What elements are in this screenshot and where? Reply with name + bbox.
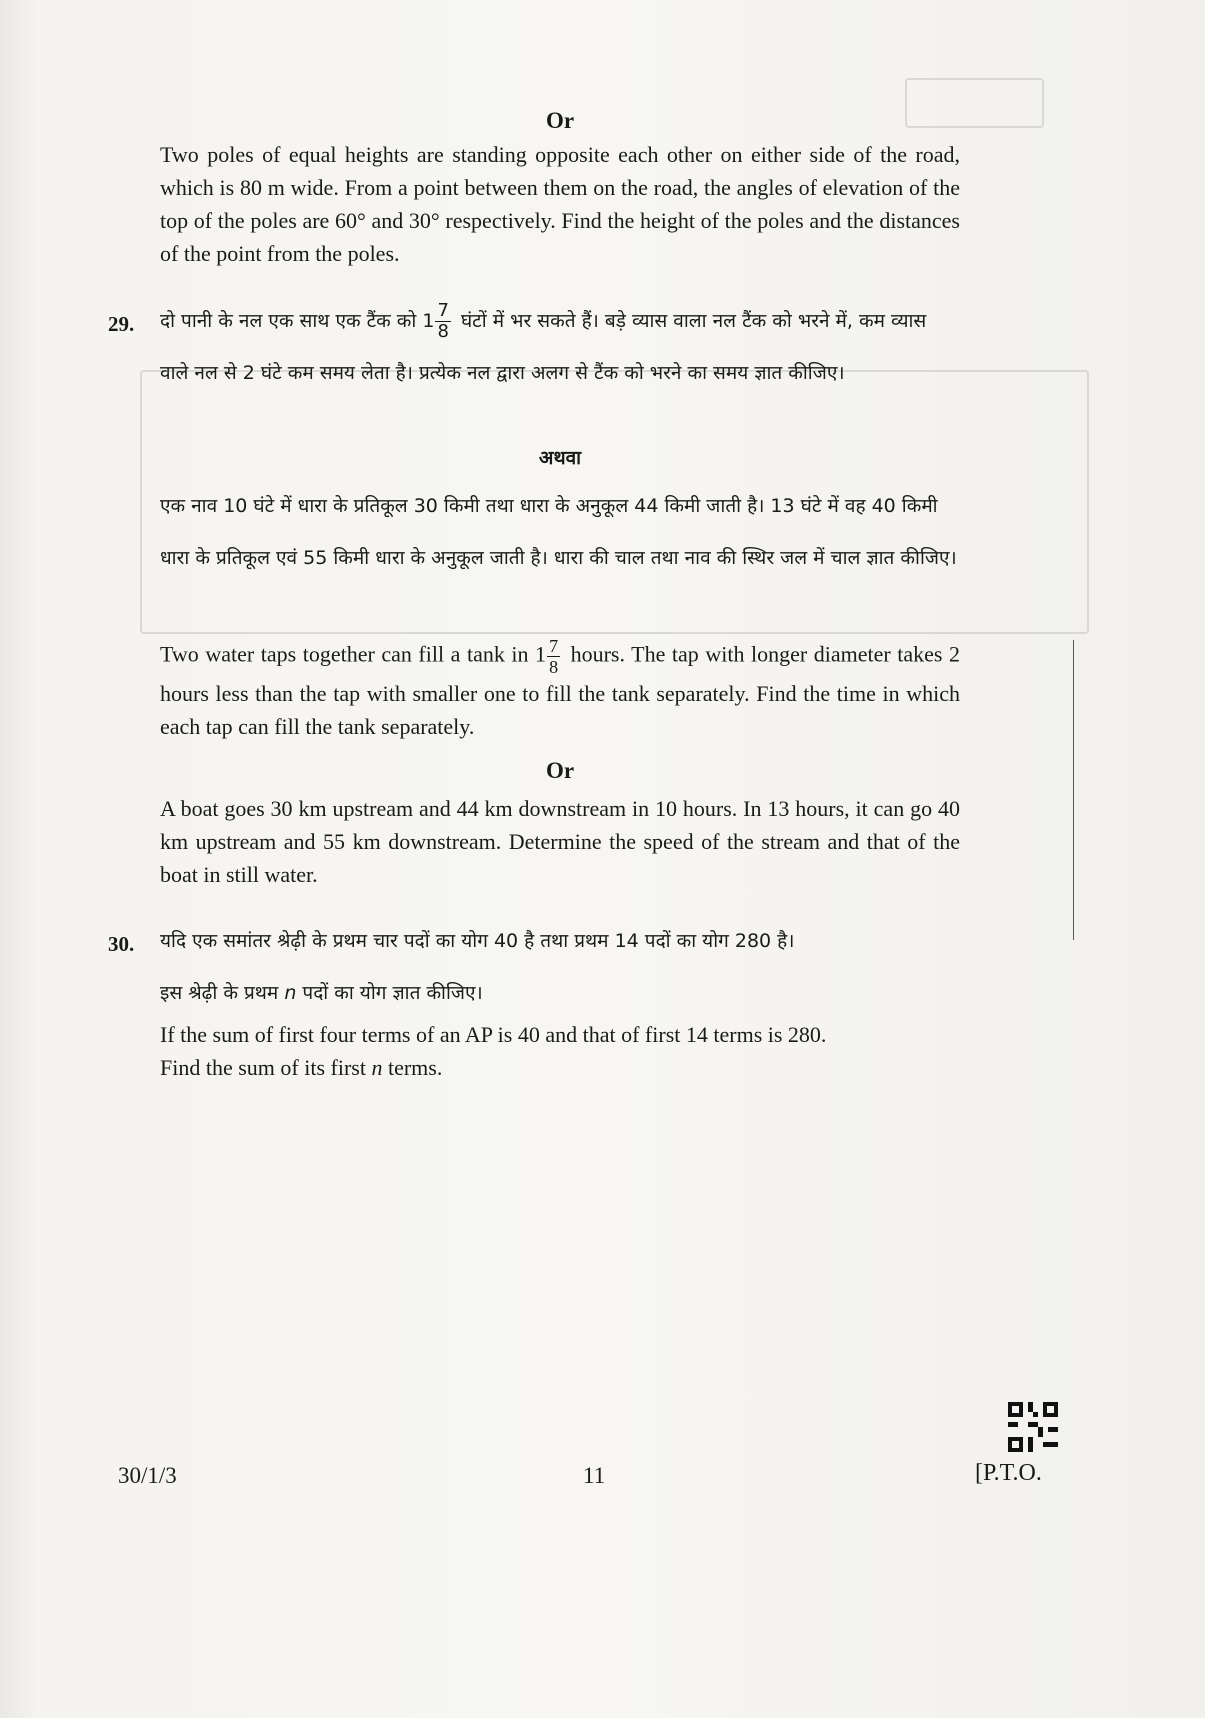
q29-english-pre: Two water taps together can fill a tank in 1 bbox=[160, 641, 547, 667]
q30-hindi-line2 bbox=[160, 967, 960, 1019]
fraction-numerator: 7 bbox=[549, 636, 559, 656]
fraction bbox=[547, 636, 560, 677]
pto-label: [P.T.O. bbox=[975, 1460, 1042, 1486]
paper-code: 30/1/3 bbox=[118, 1463, 177, 1488]
margin-line bbox=[1073, 640, 1074, 940]
q30-english bbox=[160, 1018, 960, 1084]
variable-n: n bbox=[371, 1055, 383, 1080]
q28-or-text: Two poles of equal heights are standing opposite each other on either side of the road, which is 80 m wide. From a point between them on the road, the angles of elevation of the top of the poles are 60° and 30° respectively. Find the height of the poles and the distances of the point from the poles. bbox=[160, 142, 960, 266]
fraction bbox=[435, 301, 450, 342]
q30-hindi-line2-pre: इस श्रेढ़ी के प्रथम bbox=[160, 982, 285, 1004]
q28-or-block bbox=[160, 108, 960, 270]
question-number: 30. bbox=[108, 932, 135, 956]
or-heading: Or bbox=[545, 108, 575, 133]
q29-hindi-or-text: एक नाव 10 घंटे में धारा के प्रतिकूल 30 किमी तथा धारा के अनुकूल 44 किमी जाती है। 13 घंटे में वह 40 किमी धारा के प्रतिकूल एवं 55 किमी धारा के अनुकूल जाती है। धारा की चाल तथा नाव की स्थिर जल में चाल ज्ञात कीजिए। bbox=[160, 495, 957, 569]
q30-hindi bbox=[160, 915, 960, 1019]
q30-english-line2-post: terms. bbox=[382, 1055, 443, 1080]
q30-hindi-line1: यदि एक समांतर श्रेढ़ी के प्रथम चार पदों का योग 40 है तथा प्रथम 14 पदों का योग 280 है। bbox=[160, 930, 795, 952]
q30-english-line1: If the sum of first four terms of an AP is 40 and that of first 14 terms is 280. bbox=[160, 1022, 827, 1047]
q29-or-text: A boat goes 30 km upstream and 44 km downstream in 10 hours. In 13 hours, it can go 40 km upstream and 55 km downstream. Determine the speed of the stream and that of the boat in still water. bbox=[160, 796, 960, 887]
or-heading: Or bbox=[545, 758, 575, 783]
q29-hindi-pre: दो पानी के नल एक साथ एक टैंक को 1 bbox=[160, 310, 435, 332]
q29-english-post: hours. The tap with longer diameter takes 2 hours less than the tap with smaller one to fill the tank separately. Find the time in which each tap can fill the tank separately. bbox=[160, 641, 960, 739]
q29-hindi-post: घंटों में भर सकते हैं। बड़े व्यास वाला नल टैंक को भरने में, कम व्यास वाले नल से 2 घंटे कम समय लेता है। प्रत्येक नल द्वारा अलग से टैंक को भरने का समय ज्ञात कीजिए। bbox=[160, 310, 927, 384]
fraction-denominator: 8 bbox=[437, 321, 449, 342]
q30-hindi-line2-post: पदों का योग ज्ञात कीजिए। bbox=[296, 982, 483, 1004]
qr-code-icon bbox=[1008, 1402, 1058, 1452]
page-number: 11 bbox=[583, 1463, 606, 1488]
q29-hindi bbox=[160, 295, 960, 399]
hindi-or-heading: अथवा bbox=[538, 447, 582, 469]
q30-english-line2-pre: Find the sum of its first bbox=[160, 1055, 372, 1080]
q30-english-line2 bbox=[160, 1051, 960, 1084]
q29-english bbox=[160, 636, 960, 743]
fraction-numerator: 7 bbox=[437, 300, 449, 321]
variable-n: n bbox=[284, 982, 297, 1004]
question-number: 29. bbox=[108, 312, 135, 336]
fraction-denominator: 8 bbox=[549, 657, 559, 677]
